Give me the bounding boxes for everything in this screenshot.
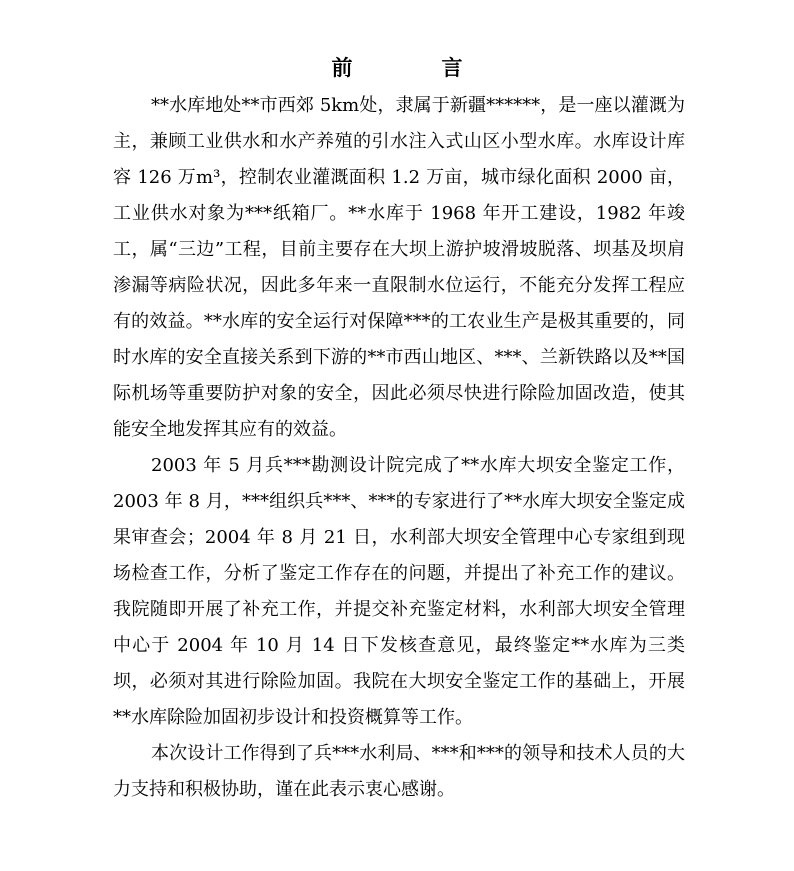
paragraph-acknowledgement: 本次设计工作得到了兵***水利局、***和***的领导和技术人员的大力支持和积极协助，谨在此表示衷心感谢。	[113, 743, 685, 800]
paragraph-safety-appraisal: 2003 年 5 月兵***勘测设计院完成了**水库大坝安全鉴定工作，2003 年 8 月，***组织兵***、***的专家进行了**水库大坝安全鉴定成果审查会；2004 年 8 月 21 日，水利部大坝安全管理中心专家组到现场检查工作，分析了鉴定工作存在的问题，并提出了补充工作的建议。我院随即开展了补充工作，并提交补充鉴定材料，水利部大坝安全管理中心于 2004 年 10 月 14 日下发核查意见，最终鉴定**水库为三类坝，必须对其进行除险加固。我院在大坝安全鉴定工作的基础上，开展**水库除险加固初步设计和投资概算等工作。	[113, 455, 685, 728]
document-body	[113, 88, 685, 808]
paragraph-overview: **水库地处**市西郊 5km处，隶属于新疆******，是一座以灌溉为主，兼顾工业供水和水产养殖的引水注入式山区小型水库。水库设计库容 126 万m³，控制农业灌溉面积 1.2 万亩，城市绿化面积 2000 亩，工业供水对象为***纸箱厂。**水库于 1968 年开工建设，1982 年竣工，属“三边”工程，目前主要存在大坝上游护坡滑坡脱落、坝基及坝肩渗漏等病险状况，因此多年来一直限制水位运行，不能充分发挥工程应有的效益。**水库的安全运行对保障***的工农业生产是极其重要的，同时水库的安全直接关系到下游的**市西山地区、***、兰新铁路以及**国际机场等重要防护对象的安全，因此必须尽快进行除险加固改造，使其能安全地发挥其应有的效益。	[113, 95, 685, 440]
page-title: 前 言	[331, 55, 497, 80]
